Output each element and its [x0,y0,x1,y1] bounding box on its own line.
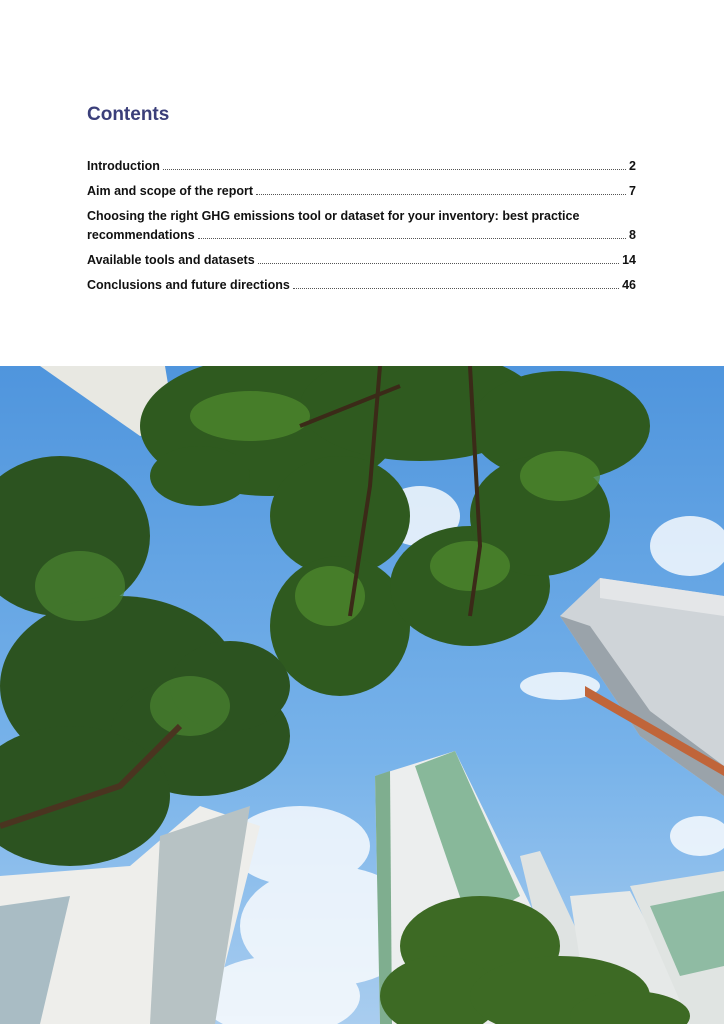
toc-label: Available tools and datasets [87,253,255,267]
toc-leader [258,262,619,264]
toc-entry-conclusions[interactable] [87,276,636,295]
toc-leader [293,287,619,289]
toc-label-line1: Choosing the right GHG emissions tool or dataset for your inventory: best practice [87,209,580,223]
toc-entry-choosing-tool[interactable] [87,207,636,245]
contents-heading: Contents [87,104,170,125]
cover-photo-trees-and-buildings [0,366,724,1024]
toc-leader [163,168,626,170]
toc-page-number: 8 [629,228,636,242]
toc-entry-introduction[interactable] [87,157,636,176]
toc-label: recommendations [87,228,195,242]
toc-page-number: 14 [622,253,636,267]
toc-label: Introduction [87,159,160,173]
toc-label: Conclusions and future directions [87,278,290,292]
toc-page-number: 7 [629,184,636,198]
toc-entry-aim-scope[interactable] [87,182,636,201]
toc-entry-available-tools[interactable] [87,251,636,270]
toc-label: Aim and scope of the report [87,184,253,198]
table-of-contents [87,157,636,301]
toc-page-number: 46 [622,278,636,292]
toc-page-number: 2 [629,159,636,173]
toc-leader [256,193,626,195]
toc-leader [198,237,626,239]
